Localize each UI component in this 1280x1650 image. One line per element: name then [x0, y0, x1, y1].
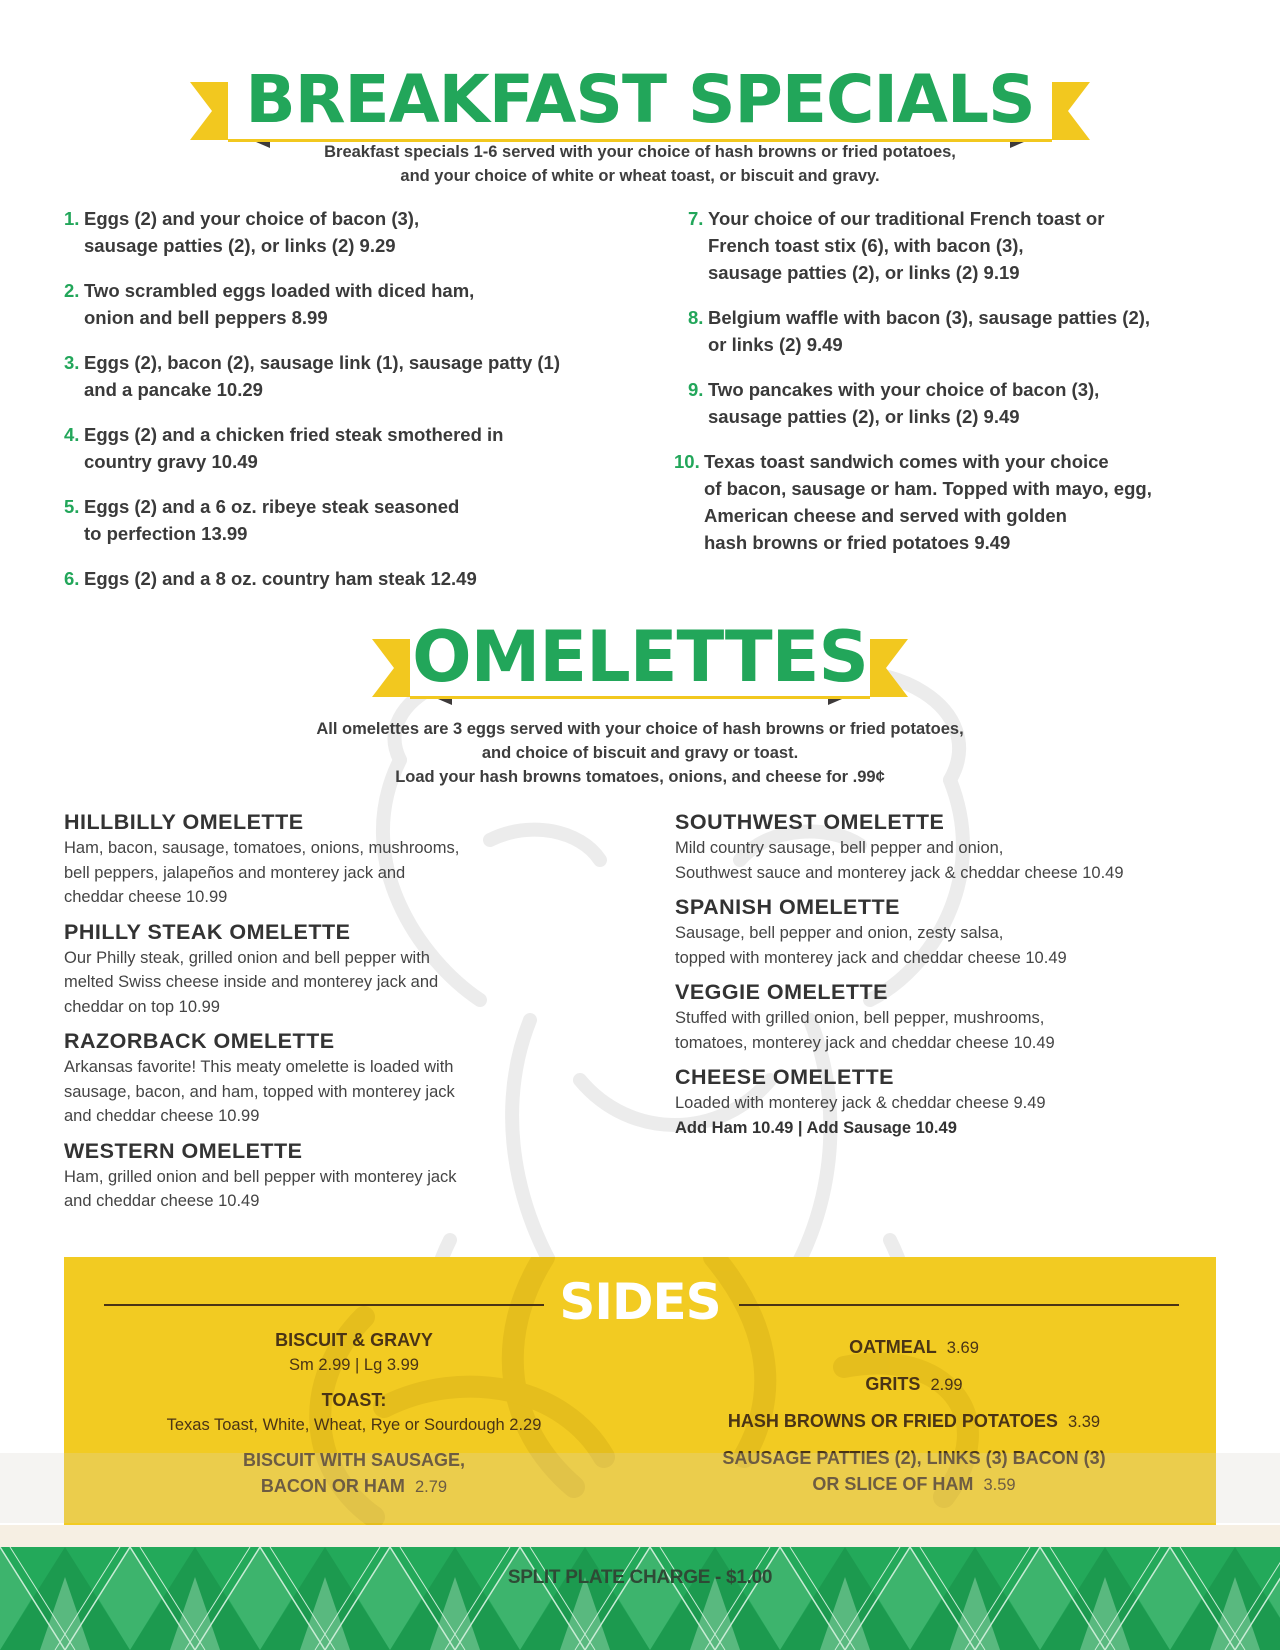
- side-item-hash-browns: HASH BROWNS OR FRIED POTATOES 3.39: [727, 1411, 1101, 1431]
- breakfast-subtitle: Breakfast specials 1-6 served with your choice of hash browns or fried potatoes, and your choice of white or wheat toast, or biscuit and gravy.: [324, 143, 956, 185]
- footer-plaid: [0, 1547, 1280, 1650]
- special-item-1: 1. Eggs (2) and your choice of bacon (3), sausage patties (2), or links (2) 9.29: [64, 208, 420, 256]
- side-item-biscuit-gravy: BISCUIT & GRAVY Sm 2.99 | Lg 3.99: [275, 1330, 433, 1374]
- special-item-4: 4. Eggs (2) and a chicken fried steak smothered in country gravy 10.49: [64, 424, 504, 472]
- omelettes-subtitle: All omelettes are 3 eggs served with your choice of hash browns or fried potatoes, and choice of biscuit and gravy or toast. Load your hash browns tomatoes, onions, and cheese for .99¢: [316, 720, 964, 786]
- special-item-6: 6. Eggs (2) and a 8 oz. country ham steak 12.49: [64, 568, 477, 589]
- omelette-item-philly-steak: PHILLY STEAK OMELETTE Our Philly steak, grilled onion and bell pepper with melted Swiss cheese inside and monterey jack and cheddar on top 10.99: [64, 919, 439, 1016]
- decorative-stripe: [0, 1453, 1280, 1523]
- special-item-7: 7. Your choice of our traditional French toast or French toast stix (6), with bacon (3), sausage patties (2), or links (2) 9.19: [688, 208, 1105, 283]
- omelette-item-razorback: RAZORBACK OMELETTE Arkansas favorite! This meaty omelette is loaded with sausage, bacon, and ham, topped with monterey jack and cheddar cheese 10.99: [64, 1029, 455, 1125]
- sides-rule-right: [739, 1304, 1179, 1306]
- special-item-3: 3. Eggs (2), bacon (2), sausage link (1), sausage patty (1) and a pancake 10.29: [64, 352, 560, 400]
- omelette-item-western: WESTERN OMELETTE Ham, grilled onion and bell pepper with monterey jack and cheddar cheese 10.49: [64, 1138, 457, 1210]
- special-item-2: 2. Two scrambled eggs loaded with diced ham, onion and bell peppers 8.99: [64, 280, 475, 328]
- special-item-10: 10. Texas toast sandwich comes with your choice of bacon, sausage or ham. Topped with mayo, egg, American cheese and served with golden hash browns or fried potatoes 9.49: [674, 451, 1152, 553]
- omelettes-left-column: [64, 808, 624, 1222]
- side-item-toast: TOAST: Texas Toast, White, Wheat, Rye or Sourdough 2.29: [166, 1390, 542, 1434]
- omelette-item-veggie: VEGGIE OMELETTE Stuffed with grilled onion, bell pepper, mushrooms, tomatoes, monterey jack and cheddar cheese 10.49: [675, 980, 1055, 1052]
- argyle-pattern-icon: [0, 1547, 1280, 1650]
- omelettes-right-column: [675, 808, 1255, 1148]
- side-item-grits: GRITS 2.99: [865, 1374, 963, 1394]
- beige-band: [0, 1525, 1280, 1547]
- side-item-biscuit-sausage: BISCUIT WITH SAUSAGE, BACON OR HAM 2.79: [242, 1450, 465, 1496]
- specials-right-column: [674, 205, 1248, 574]
- special-item-5: 5. Eggs (2) and a 6 oz. ribeye steak seasoned to perfection 13.99: [64, 496, 460, 544]
- omelette-item-spanish: SPANISH OMELETTE Sausage, bell pepper and onion, zesty salsa, topped with monterey jack and cheddar cheese 10.49: [675, 895, 1067, 967]
- omelette-item-cheese: CHEESE OMELETTE Loaded with monterey jack & cheddar cheese 9.49 Add Ham 10.49 | Add Sausage 10.49: [675, 1063, 1255, 1140]
- breakfast-specials-title: BREAKFAST SPECIALS: [245, 60, 1035, 138]
- omelette-item-hillbilly: HILLBILLY OMELETTE Ham, bacon, sausage, tomatoes, onions, mushrooms, bell peppers, jalapeños and monterey jack and cheddar cheese 10.99: [64, 810, 460, 906]
- side-item-meats: SAUSAGE PATTIES (2), LINKS (3) BACON (3) OR SLICE OF HAM 3.59: [722, 1448, 1106, 1494]
- special-item-9: 9. Two pancakes with your choice of bacon (3), sausage patties (2), or links (2) 9.49: [688, 379, 1100, 427]
- specials-left-column: [64, 205, 644, 610]
- sides-title: SIDES: [559, 1273, 721, 1331]
- omelettes-title: OMELETTES: [412, 615, 868, 698]
- omelettes-banner: [372, 617, 908, 717]
- omelette-item-southwest: SOUTHWEST OMELETTE Mild country sausage, bell pepper and onion, Southwest sauce and monterey jack & cheddar cheese 10.49: [675, 810, 1124, 882]
- cheese-omelette-addons: Add Ham 10.49 | Add Sausage 10.49: [675, 1118, 957, 1137]
- split-plate-charge: SPLIT PLATE CHARGE - $1.00: [507, 1567, 773, 1588]
- special-item-8: 8. Belgium waffle with bacon (3), sausage patties (2), or links (2) 9.49: [688, 307, 1151, 355]
- side-item-oatmeal: OATMEAL 3.69: [849, 1337, 979, 1357]
